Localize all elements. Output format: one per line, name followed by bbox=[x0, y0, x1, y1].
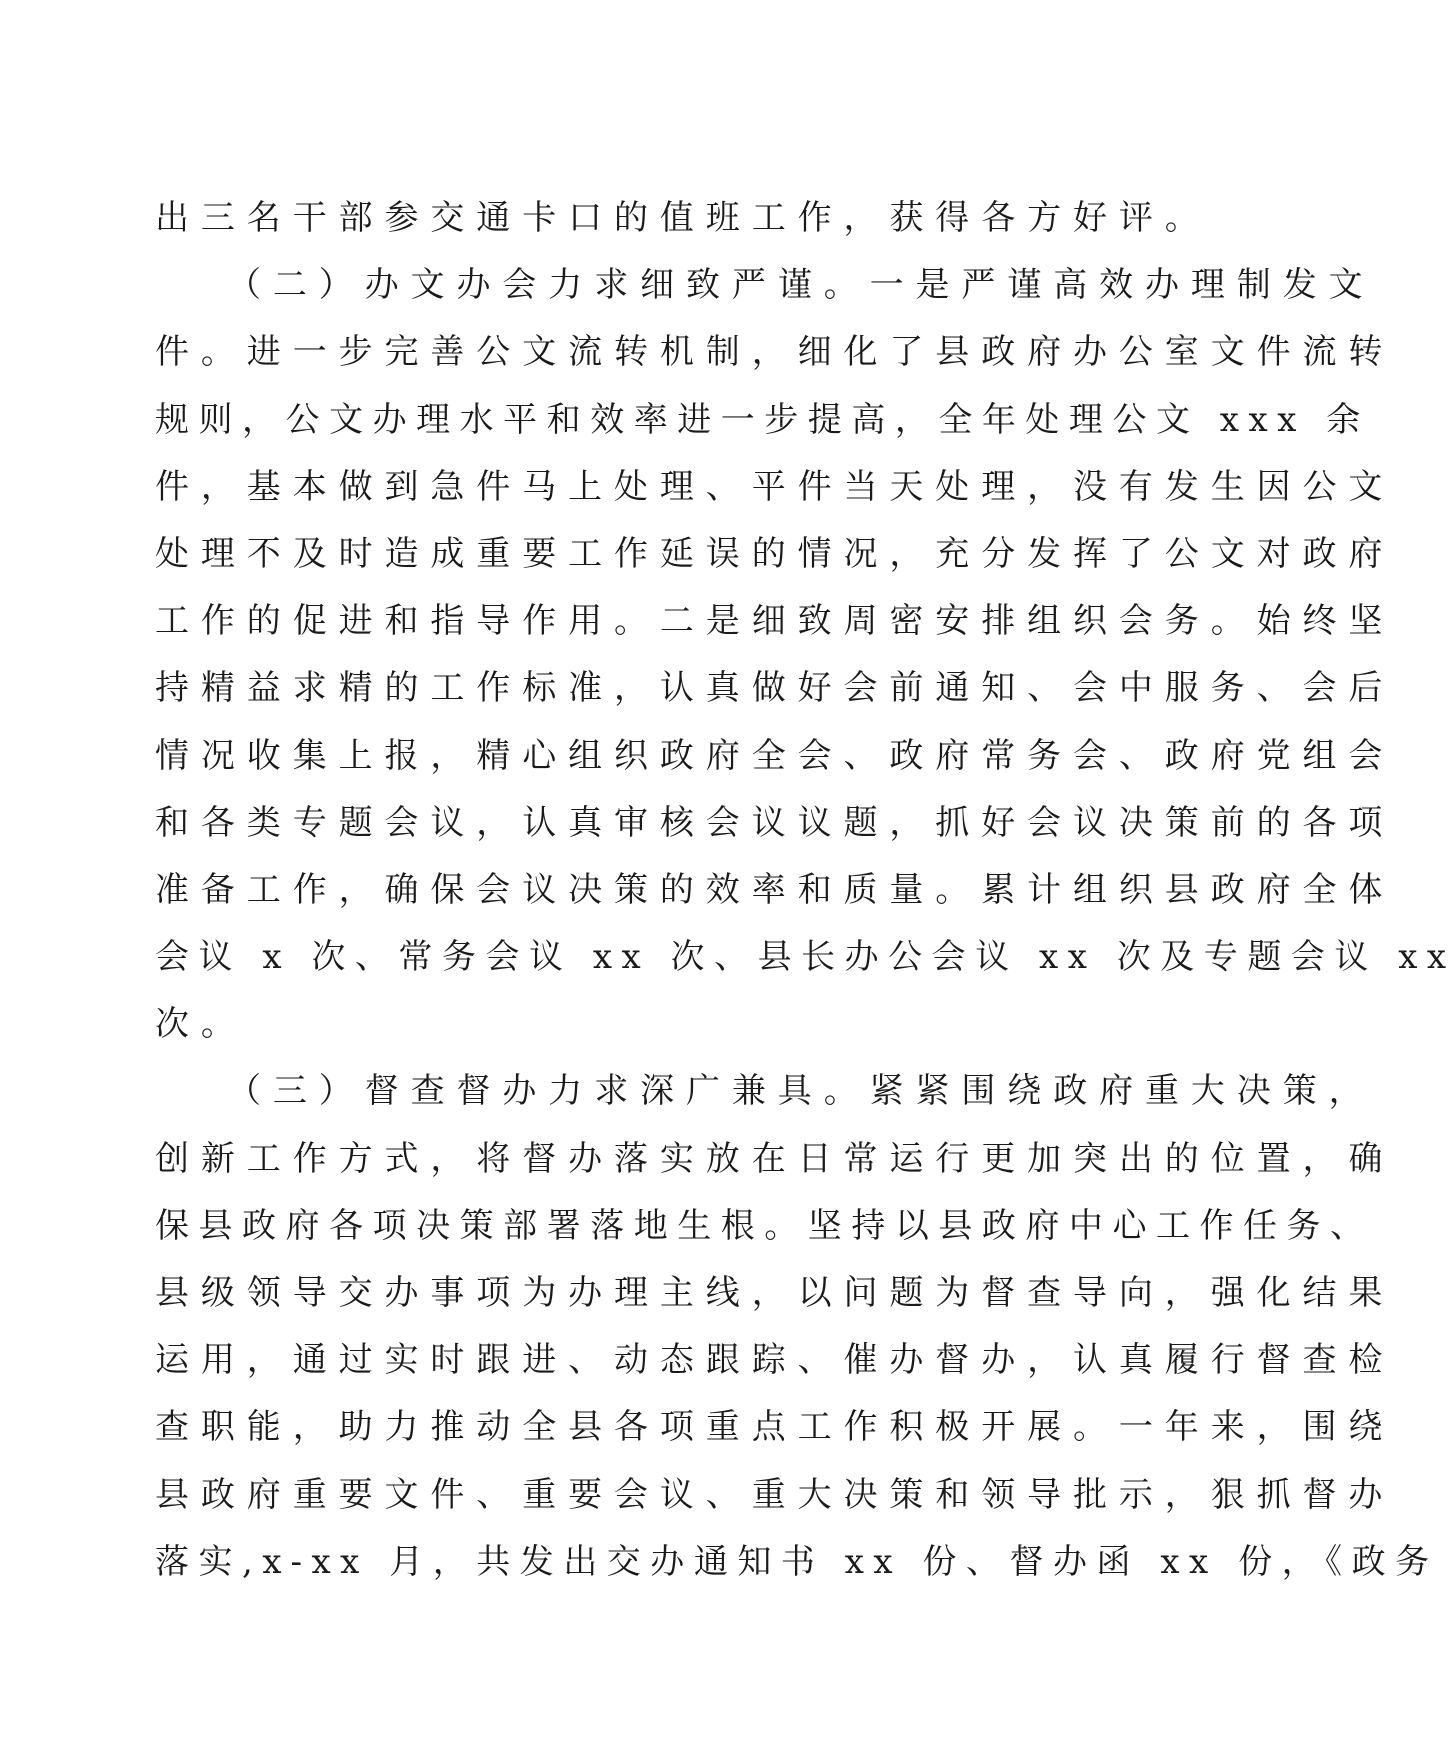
text-line: 持精益求精的工作标准，认真做好会前通知、会中服务、会后 bbox=[155, 668, 1395, 709]
text-line: 出三名干部参交通卡口的值班工作，获得各方好评。 bbox=[155, 198, 1211, 238]
text-line: 情况收集上报，精心组织政府全会、政府常务会、政府党组会 bbox=[155, 735, 1395, 776]
text-line: 县政府重要文件、重要会议、重大决策和领导批示，狠抓督办 bbox=[155, 1474, 1395, 1515]
text-line: 创新工作方式，将督办落实放在日常运行更加突出的位置，确 bbox=[155, 1138, 1395, 1179]
text-line: 县级领导交办事项为办理主线，以问题为督查导向，强化结果 bbox=[155, 1273, 1395, 1313]
text-line: 和各类专题会议，认真审核会议议题，抓好会议决策前的各项 bbox=[155, 802, 1395, 843]
text-line: 次。 bbox=[155, 1004, 247, 1045]
text-line: 工作的促进和指导作用。二是细致周密安排组织会务。始终坚 bbox=[155, 601, 1395, 642]
section-heading-line: （二）办文办会力求细致严谨。一是严谨高效办理制发文 bbox=[227, 265, 1375, 306]
text-line: 件，基本做到急件马上处理、平件当天处理，没有发生因公文 bbox=[155, 466, 1395, 507]
text-line: 运用，通过实时跟进、动态跟踪、催办督办，认真履行督查检 bbox=[155, 1340, 1395, 1381]
text-line: 查职能，助力推动全县各项重点工作积极开展。一年来，围绕 bbox=[155, 1407, 1395, 1448]
text-line: 会议 x 次、常务会议 xx 次、县长办公会议 xx 次及专题会议 xx bbox=[155, 937, 1456, 978]
body-text bbox=[155, 185, 1456, 1596]
text-line: 落实,x-xx 月，共发出交办通知书 xx 份、督办函 xx 份，《政务 bbox=[155, 1541, 1439, 1582]
section-heading-line: （三）督查督办力求深广兼具。紧紧围绕政府重大决策， bbox=[227, 1071, 1375, 1112]
text-line: 保县政府各项决策部署落地生根。坚持以县政府中心工作任务、 bbox=[155, 1205, 1374, 1246]
text-line: 准备工作，确保会议决策的效率和质量。累计组织县政府全体 bbox=[155, 869, 1395, 910]
text-line: 处理不及时造成重要工作延误的情况，充分发挥了公文对政府 bbox=[155, 533, 1395, 574]
text-line: 规则，公文办理水平和效率进一步提高，全年处理公文 xxx 余 bbox=[155, 399, 1370, 440]
text-line: 件。进一步完善公文流转机制，细化了县政府办公室文件流转 bbox=[155, 332, 1395, 373]
